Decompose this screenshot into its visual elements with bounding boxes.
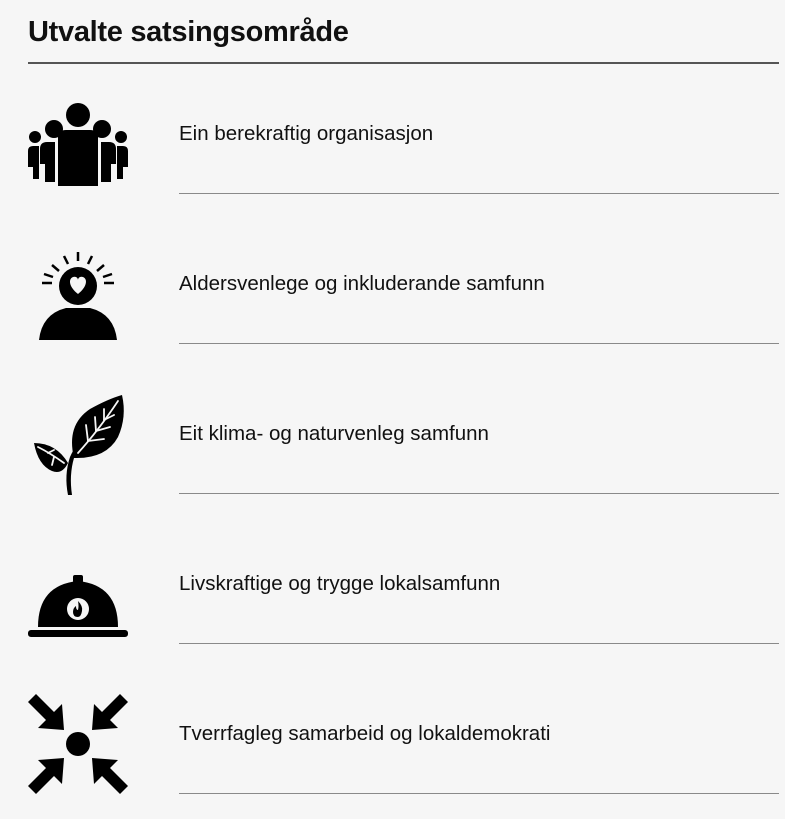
people-group-icon <box>28 102 128 202</box>
item-divider <box>179 493 779 494</box>
title-divider <box>28 62 779 64</box>
focus-area-age-friendly-inclusive[interactable] <box>28 252 779 402</box>
focus-area-climate-nature[interactable] <box>28 395 779 545</box>
item-divider <box>179 643 779 644</box>
focus-area-sustainable-organisation[interactable] <box>28 102 779 252</box>
focus-area-label: Aldersvenlege og inkluderande samfunn <box>179 272 545 295</box>
page-title: Utvalte satsingsområde <box>28 16 349 48</box>
focus-area-vibrant-safe-communities[interactable] <box>28 560 779 710</box>
focus-area-label: Tverrfagleg samarbeid og lokaldemokrati <box>179 722 551 745</box>
fire-helmet-icon <box>28 560 128 660</box>
focus-area-label: Livskraftige og trygge lokalsamfunn <box>179 572 501 595</box>
person-heart-icon <box>28 252 128 352</box>
item-divider <box>179 793 779 794</box>
focus-area-label: Ein berekraftig organisasjon <box>179 122 434 145</box>
focus-area-interdisciplinary-democracy[interactable] <box>28 694 779 819</box>
leaf-plant-icon <box>28 395 128 495</box>
converging-arrows-icon <box>28 694 128 794</box>
focus-area-label: Eit klima- og naturvenleg samfunn <box>179 422 489 445</box>
item-divider <box>179 343 779 344</box>
item-divider <box>179 193 779 194</box>
